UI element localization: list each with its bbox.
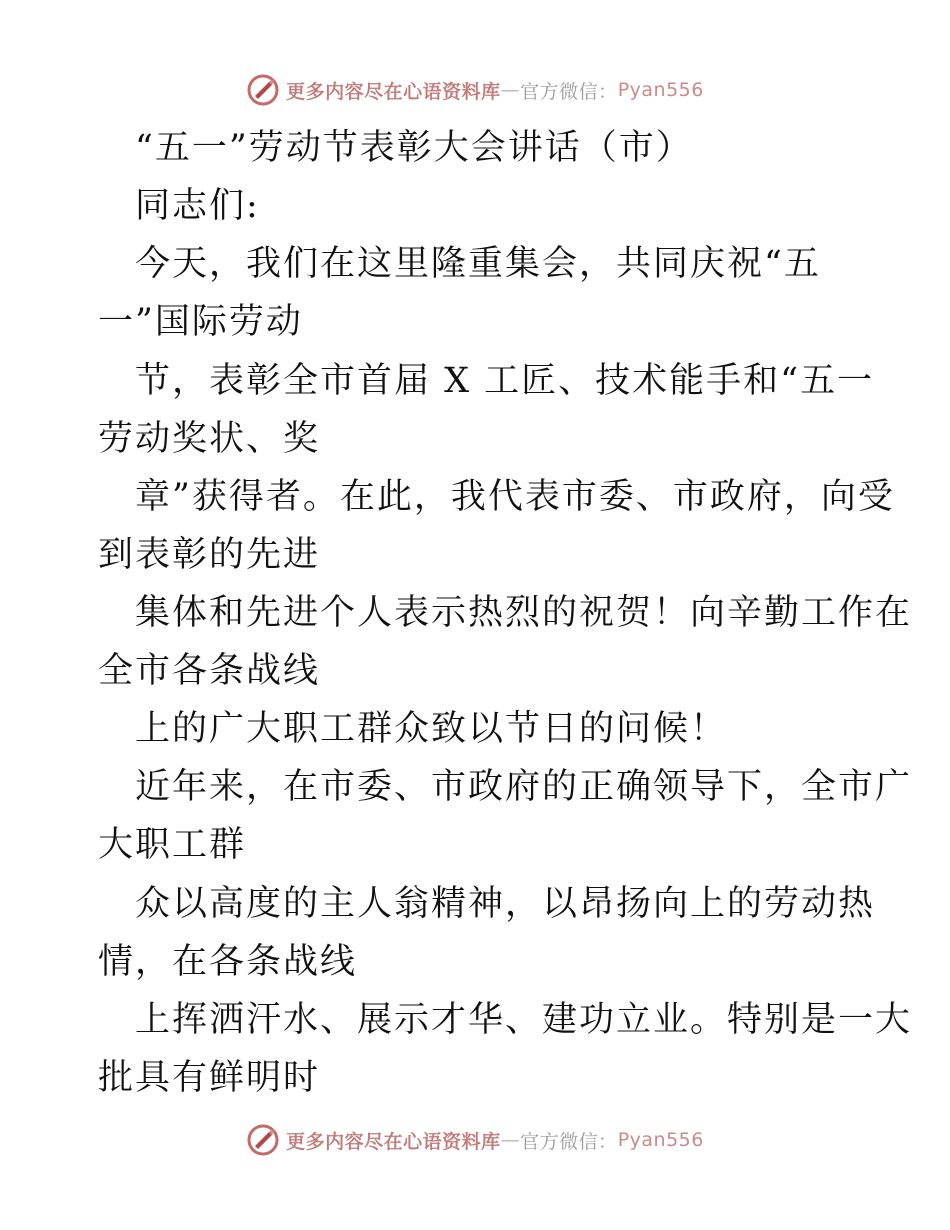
- watermark-separator: —: [500, 79, 521, 101]
- body-line: 近年来，在市委、市政府的正确领导下，全市广: [135, 767, 913, 807]
- body-line: 一”国际劳动: [98, 302, 303, 342]
- body-line: 全市各条战线: [98, 651, 321, 691]
- brand-logo-icon: [246, 1123, 280, 1157]
- body-line: 大职工群: [98, 825, 247, 865]
- watermark-wechat-id: Pyan556: [617, 1129, 704, 1151]
- watermark-brand: 更多内容尽在心语资料库: [286, 80, 501, 103]
- watermark-wechat-id: Pyan556: [617, 79, 704, 101]
- body-line: 集体和先进个人表示热烈的祝贺！向辛勤工作在: [135, 593, 913, 633]
- body-line: 众以高度的主人翁精神，以昂扬向上的劳动热: [135, 884, 876, 924]
- body-line: 上挥洒汗水、展示才华、建功立业。特别是一大: [135, 1000, 913, 1040]
- greeting: 同志们:: [135, 186, 260, 226]
- body-line: 劳动奖状、奖: [98, 419, 321, 459]
- watermark-brand: 更多内容尽在心语资料库: [286, 1130, 501, 1153]
- brand-logo-icon: [246, 73, 280, 107]
- watermark-separator: —: [500, 1129, 521, 1151]
- watermark-wechat-label: 官方微信：: [520, 80, 618, 103]
- body-line: 批具有鲜明时: [98, 1058, 321, 1098]
- body-line: 到表彰的先进: [98, 535, 321, 575]
- body-line: 今天，我们在这里隆重集会，共同庆祝“五: [135, 244, 821, 284]
- document-title: “五一”劳动节表彰大会讲话（市）: [135, 128, 693, 168]
- body-line: 节，表彰全市首届 X 工匠、技术能手和“五一: [135, 361, 875, 401]
- watermark-wechat-label: 官方微信：: [520, 1130, 618, 1153]
- body-line: 章”获得者。在此，我代表市委、市政府，向受: [135, 477, 895, 517]
- header-watermark: [0, 70, 950, 110]
- footer-watermark: [0, 1120, 950, 1160]
- body-line: 情，在各条战线: [98, 942, 358, 982]
- body-line: 上的广大职工群众致以节日的问候！: [135, 709, 728, 749]
